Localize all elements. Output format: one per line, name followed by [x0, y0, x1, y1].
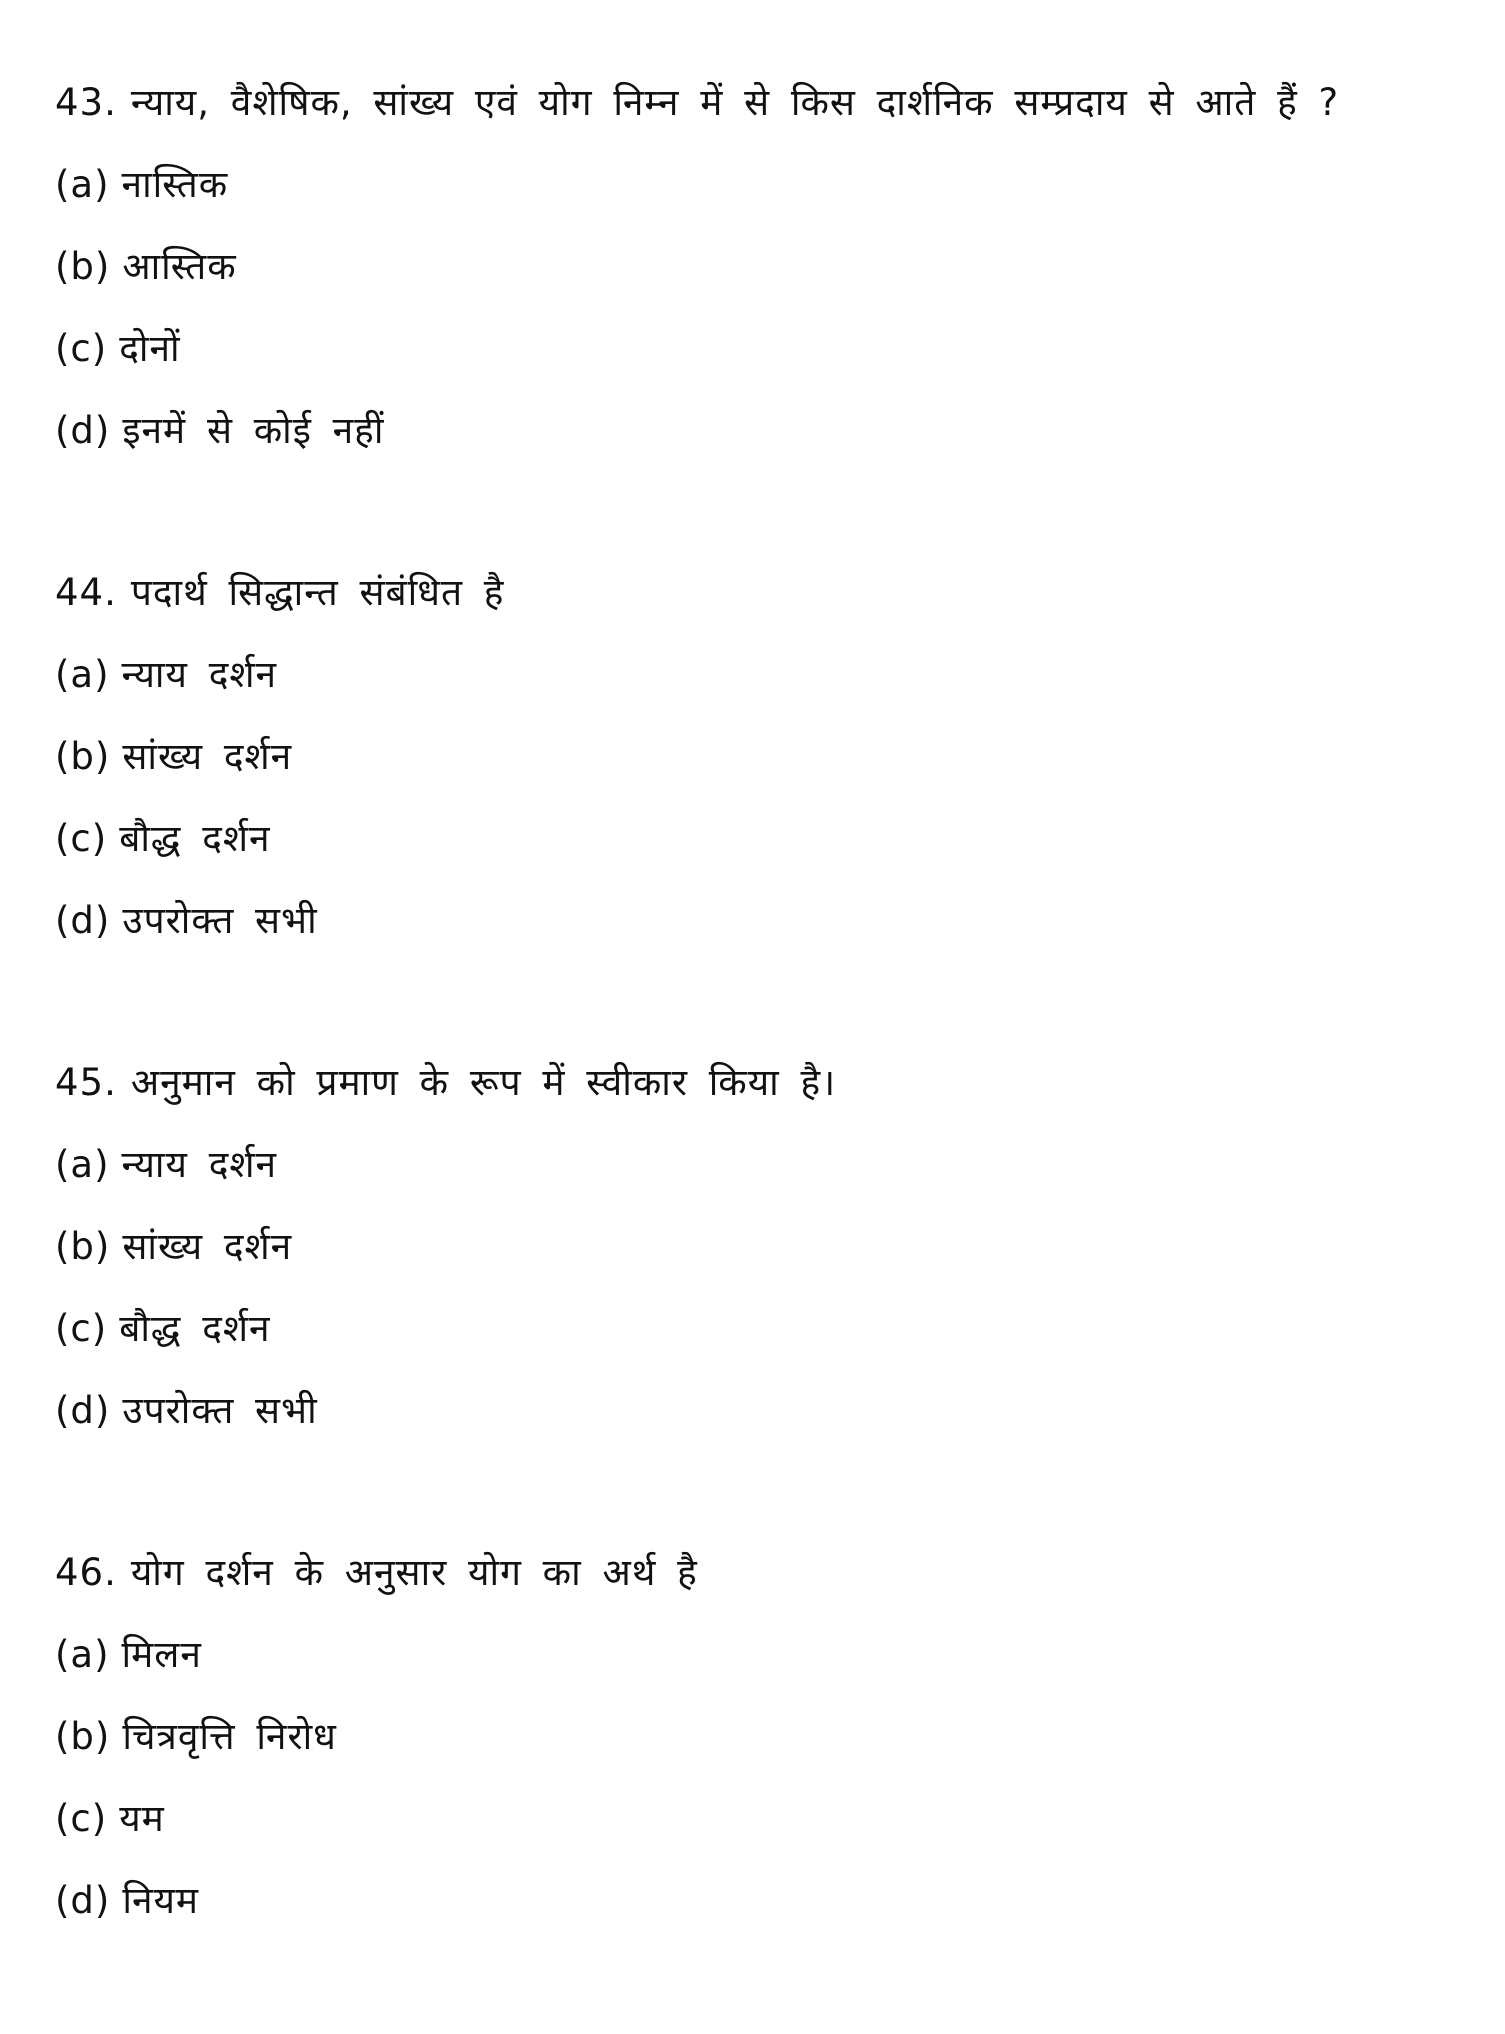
- option-label: (c): [55, 327, 108, 370]
- question-45: [55, 1042, 1455, 1452]
- option-text: बौद्ध दर्शन: [119, 1307, 271, 1350]
- option-text: आस्तिक: [122, 245, 237, 288]
- option-c: [55, 308, 1455, 390]
- option-label: (d): [55, 899, 111, 942]
- question-text: अनुमान को प्रमाण के रूप में स्वीकार किया है।: [130, 1061, 837, 1104]
- option-text: चित्रवृत्ति निरोध: [122, 1715, 337, 1758]
- question-46: [55, 1532, 1455, 1942]
- option-text: दोनों: [119, 327, 181, 370]
- question-text: न्याय, वैशेषिक, सांख्य एवं योग निम्न में से किस दार्शनिक सम्प्रदाय से आते हैं ?: [130, 81, 1340, 124]
- option-label: (a): [55, 653, 110, 696]
- option-label: (c): [55, 1307, 108, 1350]
- question-number: 43.: [55, 81, 117, 124]
- option-label: (b): [55, 1715, 111, 1758]
- option-text: उपरोक्त सभी: [122, 1389, 318, 1432]
- option-d: [55, 1370, 1455, 1452]
- option-d: [55, 390, 1455, 472]
- question-number: 45.: [55, 1061, 117, 1104]
- question-number: 46.: [55, 1551, 117, 1594]
- option-a: [55, 634, 1455, 716]
- option-b: [55, 1696, 1455, 1778]
- option-label: (c): [55, 817, 108, 860]
- question-text-line: [55, 1042, 1455, 1124]
- option-label: (b): [55, 1225, 111, 1268]
- question-text: पदार्थ सिद्धान्त संबंधित है: [130, 571, 505, 614]
- question-text-line: [55, 62, 1455, 144]
- option-label: (d): [55, 409, 111, 452]
- option-text: सांख्य दर्शन: [122, 1225, 293, 1268]
- option-a: [55, 1124, 1455, 1206]
- option-b: [55, 226, 1455, 308]
- option-label: (b): [55, 735, 111, 778]
- option-text: बौद्ध दर्शन: [119, 817, 271, 860]
- option-text: उपरोक्त सभी: [122, 899, 318, 942]
- question-text-line: [55, 1532, 1455, 1614]
- option-text: मिलन: [121, 1633, 202, 1676]
- option-label: (a): [55, 1633, 110, 1676]
- question-text-line: [55, 552, 1455, 634]
- option-label: (d): [55, 1879, 111, 1922]
- option-d: [55, 880, 1455, 962]
- option-text: न्याय दर्शन: [121, 1143, 278, 1186]
- question-43: [55, 62, 1455, 472]
- option-label: (a): [55, 1143, 110, 1186]
- option-text: यम: [119, 1797, 165, 1840]
- question-text: योग दर्शन के अनुसार योग का अर्थ है: [130, 1551, 698, 1594]
- option-text: नियम: [122, 1879, 200, 1922]
- option-c: [55, 1778, 1455, 1860]
- option-a: [55, 144, 1455, 226]
- option-b: [55, 716, 1455, 798]
- option-text: सांख्य दर्शन: [122, 735, 293, 778]
- option-label: (a): [55, 163, 110, 206]
- option-a: [55, 1614, 1455, 1696]
- option-c: [55, 798, 1455, 880]
- option-label: (d): [55, 1389, 111, 1432]
- option-d: [55, 1860, 1455, 1942]
- option-label: (c): [55, 1797, 108, 1840]
- option-text: इनमें से कोई नहीं: [122, 409, 385, 452]
- option-c: [55, 1288, 1455, 1370]
- option-text: नास्तिक: [121, 163, 229, 206]
- option-text: न्याय दर्शन: [121, 653, 278, 696]
- question-number: 44.: [55, 571, 117, 614]
- option-b: [55, 1206, 1455, 1288]
- option-label: (b): [55, 245, 111, 288]
- question-44: [55, 552, 1455, 962]
